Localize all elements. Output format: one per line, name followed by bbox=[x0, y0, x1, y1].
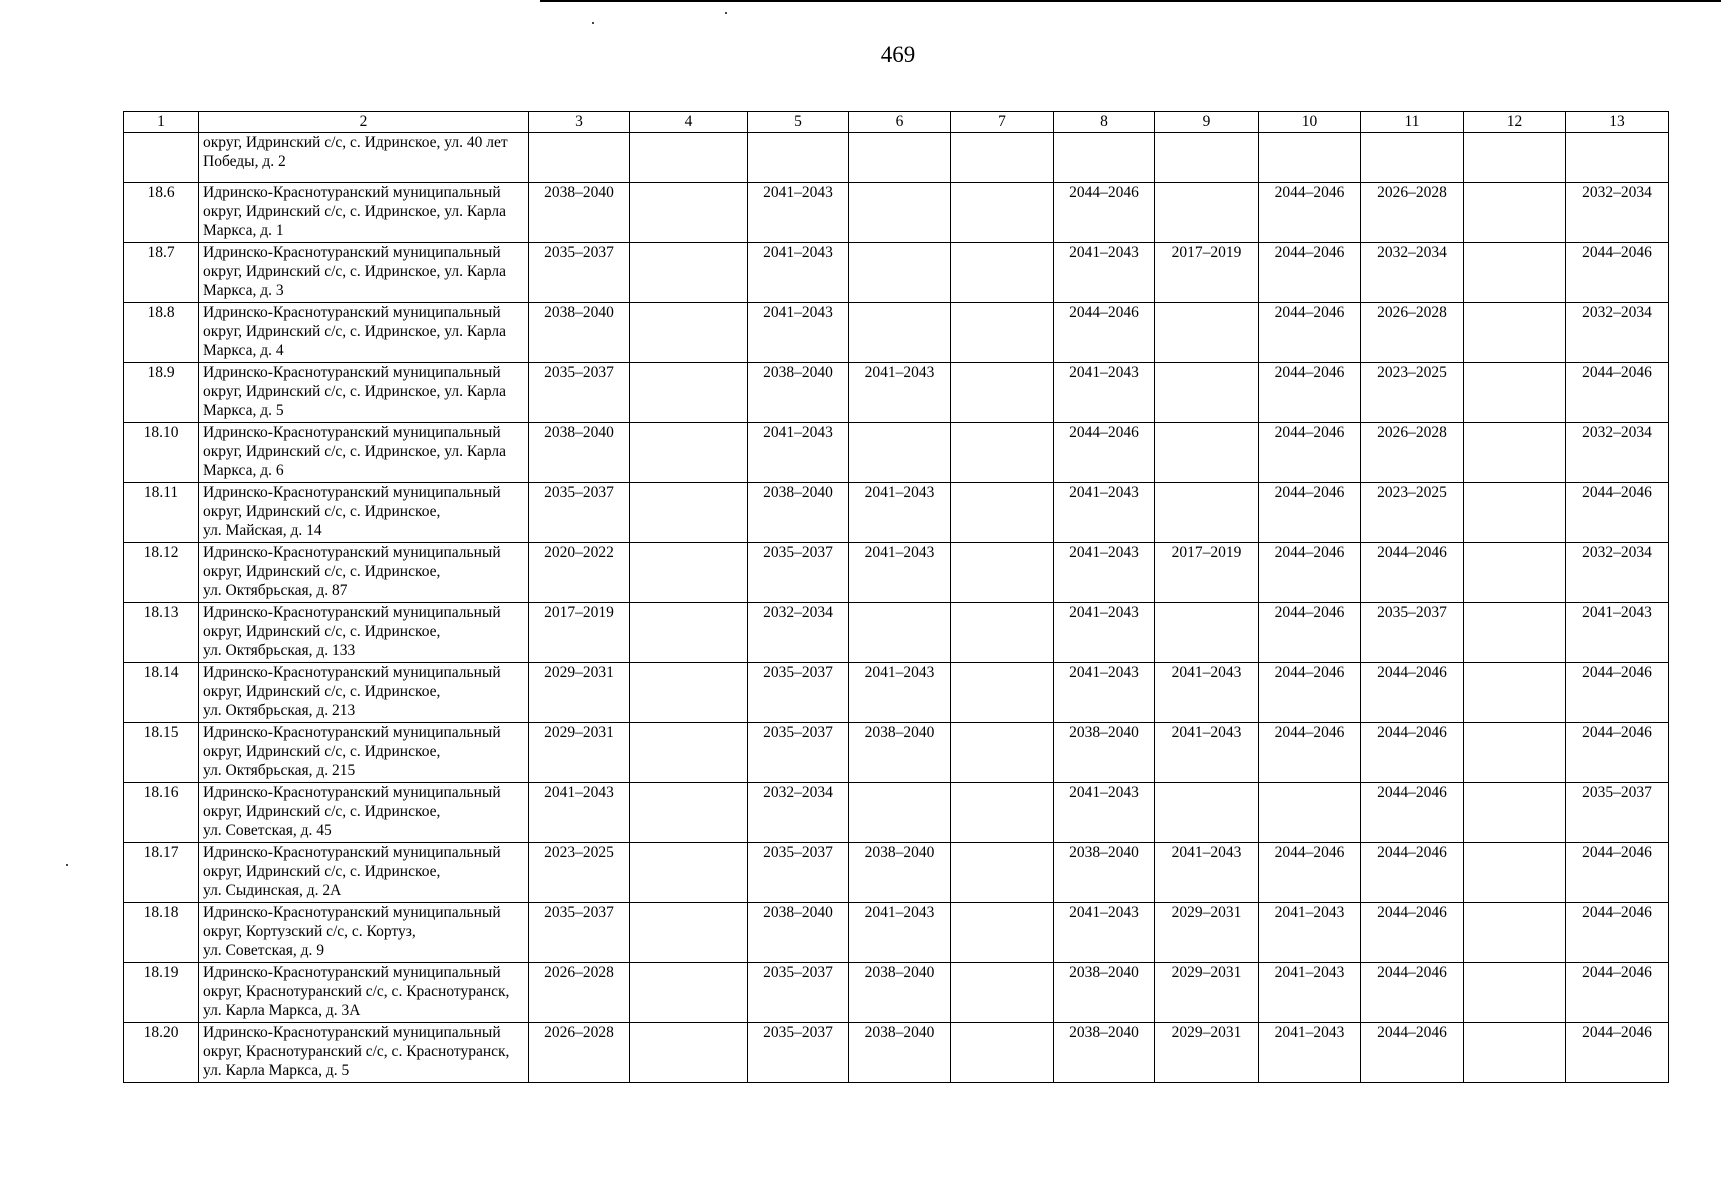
period-cell-col-6: 2041–2043 bbox=[849, 903, 951, 963]
column-header-5: 5 bbox=[748, 112, 849, 133]
address-line: округ, Идринский с/с, с. Идринское, bbox=[203, 503, 441, 520]
address-cell bbox=[199, 903, 529, 963]
period-cell-col-7 bbox=[951, 783, 1054, 843]
period-cell-col-11: 2044–2046 bbox=[1361, 903, 1464, 963]
period-cell-col-7 bbox=[951, 243, 1054, 303]
table-row bbox=[124, 903, 1669, 963]
address-cell bbox=[199, 663, 529, 723]
row-number-cell: 18.8 bbox=[124, 303, 199, 363]
period-cell-col-7 bbox=[951, 363, 1054, 423]
period-cell-col-5: 2041–2043 bbox=[748, 243, 849, 303]
column-header-6: 6 bbox=[849, 112, 951, 133]
address-line: округ, Кортузский с/с, с. Кортуз, bbox=[203, 923, 416, 940]
period-cell-col-8: 2038–2040 bbox=[1054, 843, 1155, 903]
period-cell-col-4 bbox=[630, 363, 748, 423]
address-line: Победы, д. 2 bbox=[203, 153, 286, 170]
period-cell-col-7 bbox=[951, 133, 1054, 183]
period-cell-col-7 bbox=[951, 663, 1054, 723]
period-cell-col-6: 2038–2040 bbox=[849, 1023, 951, 1083]
period-cell-col-6 bbox=[849, 243, 951, 303]
address-line: Идринско-Краснотуранский муниципальный bbox=[203, 244, 501, 261]
period-cell-col-8: 2041–2043 bbox=[1054, 363, 1155, 423]
address-line: округ, Краснотуранский с/с, с. Краснотуранск, bbox=[203, 983, 510, 1000]
address-line: округ, Идринский с/с, с. Идринское, bbox=[203, 863, 441, 880]
period-cell-col-9 bbox=[1155, 783, 1259, 843]
address-cell bbox=[199, 843, 529, 903]
period-cell-col-4 bbox=[630, 543, 748, 603]
address-line: ул. Октябрьская, д. 133 bbox=[203, 642, 356, 659]
period-cell-col-6 bbox=[849, 133, 951, 183]
column-header-12: 12 bbox=[1464, 112, 1566, 133]
period-cell-col-10: 2044–2046 bbox=[1259, 303, 1361, 363]
table-body bbox=[124, 133, 1669, 1083]
period-cell-col-11 bbox=[1361, 133, 1464, 183]
top-border-rule bbox=[540, 0, 1721, 2]
period-cell-col-5: 2035–2037 bbox=[748, 843, 849, 903]
period-cell-col-4 bbox=[630, 903, 748, 963]
schedule-table bbox=[123, 111, 1669, 1083]
period-cell-col-9 bbox=[1155, 303, 1259, 363]
period-cell-col-9: 2041–2043 bbox=[1155, 723, 1259, 783]
period-cell-col-11: 2044–2046 bbox=[1361, 843, 1464, 903]
period-cell-col-7 bbox=[951, 603, 1054, 663]
period-cell-col-9: 2017–2019 bbox=[1155, 243, 1259, 303]
period-cell-col-9 bbox=[1155, 183, 1259, 243]
address-line: ул. Октябрьская, д. 87 bbox=[203, 582, 348, 599]
address-cell bbox=[199, 423, 529, 483]
period-cell-col-8: 2041–2043 bbox=[1054, 483, 1155, 543]
address-cell bbox=[199, 363, 529, 423]
period-cell-col-10: 2044–2046 bbox=[1259, 723, 1361, 783]
period-cell-col-6: 2041–2043 bbox=[849, 483, 951, 543]
period-cell-col-6: 2038–2040 bbox=[849, 843, 951, 903]
period-cell-col-12 bbox=[1464, 843, 1566, 903]
address-line: ул. Советская, д. 9 bbox=[203, 942, 325, 959]
table-row bbox=[124, 783, 1669, 843]
period-cell-col-13: 2044–2046 bbox=[1566, 963, 1669, 1023]
period-cell-col-6 bbox=[849, 603, 951, 663]
period-cell-col-9 bbox=[1155, 363, 1259, 423]
period-cell-col-13: 2041–2043 bbox=[1566, 603, 1669, 663]
period-cell-col-4 bbox=[630, 423, 748, 483]
period-cell-col-11: 2044–2046 bbox=[1361, 663, 1464, 723]
period-cell-col-10: 2044–2046 bbox=[1259, 843, 1361, 903]
period-cell-col-7 bbox=[951, 903, 1054, 963]
address-cell bbox=[199, 483, 529, 543]
address-line: округ, Идринский с/с, с. Идринское, ул. Карла bbox=[203, 323, 507, 340]
period-cell-col-5: 2041–2043 bbox=[748, 183, 849, 243]
period-cell-col-10: 2044–2046 bbox=[1259, 483, 1361, 543]
table-row bbox=[124, 303, 1669, 363]
period-cell-col-5: 2035–2037 bbox=[748, 543, 849, 603]
period-cell-col-11: 2023–2025 bbox=[1361, 483, 1464, 543]
period-cell-col-12 bbox=[1464, 243, 1566, 303]
period-cell-col-8: 2038–2040 bbox=[1054, 963, 1155, 1023]
period-cell-col-8: 2041–2043 bbox=[1054, 783, 1155, 843]
row-number-cell: 18.12 bbox=[124, 543, 199, 603]
period-cell-col-6 bbox=[849, 183, 951, 243]
period-cell-col-5: 2038–2040 bbox=[748, 363, 849, 423]
period-cell-col-5: 2032–2034 bbox=[748, 603, 849, 663]
period-cell-col-6: 2041–2043 bbox=[849, 543, 951, 603]
address-cell bbox=[199, 243, 529, 303]
scan-speck bbox=[725, 12, 727, 14]
period-cell-col-4 bbox=[630, 723, 748, 783]
period-cell-col-9: 2017–2019 bbox=[1155, 543, 1259, 603]
period-cell-col-3: 2023–2025 bbox=[529, 843, 630, 903]
row-number-cell: 18.18 bbox=[124, 903, 199, 963]
address-line: Маркса, д. 4 bbox=[203, 342, 284, 359]
period-cell-col-11: 2026–2028 bbox=[1361, 303, 1464, 363]
address-line: округ, Идринский с/с, с. Идринское, bbox=[203, 623, 441, 640]
address-line: Идринско-Краснотуранский муниципальный bbox=[203, 184, 501, 201]
period-cell-col-12 bbox=[1464, 483, 1566, 543]
address-line: Идринско-Краснотуранский муниципальный bbox=[203, 784, 501, 801]
period-cell-col-13 bbox=[1566, 133, 1669, 183]
row-number-cell: 18.13 bbox=[124, 603, 199, 663]
period-cell-col-12 bbox=[1464, 183, 1566, 243]
period-cell-col-5: 2035–2037 bbox=[748, 1023, 849, 1083]
address-cell bbox=[199, 1023, 529, 1083]
address-line: ул. Сыдинская, д. 2А bbox=[203, 882, 342, 899]
period-cell-col-3: 2020–2022 bbox=[529, 543, 630, 603]
period-cell-col-10: 2044–2046 bbox=[1259, 603, 1361, 663]
period-cell-col-8: 2038–2040 bbox=[1054, 1023, 1155, 1083]
address-line: ул. Карла Маркса, д. 5 bbox=[203, 1062, 350, 1079]
period-cell-col-7 bbox=[951, 963, 1054, 1023]
period-cell-col-3: 2026–2028 bbox=[529, 1023, 630, 1083]
period-cell-col-10: 2041–2043 bbox=[1259, 1023, 1361, 1083]
period-cell-col-12 bbox=[1464, 783, 1566, 843]
period-cell-col-4 bbox=[630, 783, 748, 843]
period-cell-col-10: 2041–2043 bbox=[1259, 963, 1361, 1023]
period-cell-col-5: 2041–2043 bbox=[748, 303, 849, 363]
period-cell-col-3: 2026–2028 bbox=[529, 963, 630, 1023]
period-cell-col-11: 2044–2046 bbox=[1361, 723, 1464, 783]
period-cell-col-13: 2032–2034 bbox=[1566, 543, 1669, 603]
period-cell-col-12 bbox=[1464, 903, 1566, 963]
period-cell-col-12 bbox=[1464, 1023, 1566, 1083]
period-cell-col-9 bbox=[1155, 603, 1259, 663]
period-cell-col-3: 2029–2031 bbox=[529, 663, 630, 723]
period-cell-col-9: 2041–2043 bbox=[1155, 843, 1259, 903]
period-cell-col-9: 2029–2031 bbox=[1155, 903, 1259, 963]
period-cell-col-3: 2038–2040 bbox=[529, 303, 630, 363]
period-cell-col-12 bbox=[1464, 723, 1566, 783]
row-number-cell: 18.7 bbox=[124, 243, 199, 303]
column-number-row bbox=[124, 112, 1669, 133]
row-number-cell: 18.15 bbox=[124, 723, 199, 783]
address-line: Маркса, д. 1 bbox=[203, 222, 284, 239]
address-line: Идринско-Краснотуранский муниципальный bbox=[203, 484, 501, 501]
period-cell-col-10 bbox=[1259, 783, 1361, 843]
period-cell-col-4 bbox=[630, 483, 748, 543]
period-cell-col-3: 2017–2019 bbox=[529, 603, 630, 663]
period-cell-col-13: 2035–2037 bbox=[1566, 783, 1669, 843]
period-cell-col-11: 2026–2028 bbox=[1361, 183, 1464, 243]
address-cell bbox=[199, 783, 529, 843]
period-cell-col-5: 2035–2037 bbox=[748, 663, 849, 723]
address-cell bbox=[199, 133, 529, 183]
period-cell-col-3: 2041–2043 bbox=[529, 783, 630, 843]
address-line: Идринско-Краснотуранский муниципальный bbox=[203, 604, 501, 621]
period-cell-col-3: 2035–2037 bbox=[529, 903, 630, 963]
period-cell-col-3: 2038–2040 bbox=[529, 423, 630, 483]
period-cell-col-6: 2038–2040 bbox=[849, 963, 951, 1023]
period-cell-col-4 bbox=[630, 1023, 748, 1083]
address-cell bbox=[199, 603, 529, 663]
period-cell-col-9 bbox=[1155, 133, 1259, 183]
table-row bbox=[124, 1023, 1669, 1083]
column-header-1: 1 bbox=[124, 112, 199, 133]
address-line: Идринско-Краснотуранский муниципальный bbox=[203, 424, 501, 441]
period-cell-col-11: 2044–2046 bbox=[1361, 543, 1464, 603]
period-cell-col-3: 2035–2037 bbox=[529, 483, 630, 543]
period-cell-col-9: 2041–2043 bbox=[1155, 663, 1259, 723]
address-line: округ, Идринский с/с, с. Идринское, ул. 40 лет bbox=[203, 134, 508, 151]
column-header-2: 2 bbox=[199, 112, 529, 133]
column-header-4: 4 bbox=[630, 112, 748, 133]
row-number-cell: 18.17 bbox=[124, 843, 199, 903]
row-number-cell bbox=[124, 133, 199, 183]
column-header-10: 10 bbox=[1259, 112, 1361, 133]
address-line: ул. Майская, д. 14 bbox=[203, 522, 322, 539]
address-line: округ, Краснотуранский с/с, с. Краснотуранск, bbox=[203, 1043, 510, 1060]
row-number-cell: 18.6 bbox=[124, 183, 199, 243]
period-cell-col-12 bbox=[1464, 363, 1566, 423]
address-line: Идринско-Краснотуранский муниципальный bbox=[203, 844, 501, 861]
address-line: округ, Идринский с/с, с. Идринское, bbox=[203, 743, 441, 760]
column-header-7: 7 bbox=[951, 112, 1054, 133]
period-cell-col-3: 2038–2040 bbox=[529, 183, 630, 243]
period-cell-col-8: 2041–2043 bbox=[1054, 663, 1155, 723]
period-cell-col-10: 2044–2046 bbox=[1259, 663, 1361, 723]
period-cell-col-13: 2044–2046 bbox=[1566, 483, 1669, 543]
column-header-8: 8 bbox=[1054, 112, 1155, 133]
period-cell-col-9: 2029–2031 bbox=[1155, 963, 1259, 1023]
period-cell-col-5: 2035–2037 bbox=[748, 723, 849, 783]
period-cell-col-13: 2032–2034 bbox=[1566, 183, 1669, 243]
period-cell-col-11: 2044–2046 bbox=[1361, 1023, 1464, 1083]
period-cell-col-4 bbox=[630, 133, 748, 183]
address-line: ул. Октябрьская, д. 215 bbox=[203, 762, 356, 779]
address-line: Идринско-Краснотуранский муниципальный bbox=[203, 904, 501, 921]
table-row bbox=[124, 723, 1669, 783]
address-line: Идринско-Краснотуранский муниципальный bbox=[203, 664, 501, 681]
address-cell bbox=[199, 543, 529, 603]
address-cell bbox=[199, 303, 529, 363]
period-cell-col-4 bbox=[630, 303, 748, 363]
address-line: Маркса, д. 3 bbox=[203, 282, 284, 299]
period-cell-col-12 bbox=[1464, 603, 1566, 663]
period-cell-col-11: 2023–2025 bbox=[1361, 363, 1464, 423]
address-line: Идринско-Краснотуранский муниципальный bbox=[203, 724, 501, 741]
period-cell-col-8: 2041–2043 bbox=[1054, 603, 1155, 663]
period-cell-col-3 bbox=[529, 133, 630, 183]
period-cell-col-8: 2038–2040 bbox=[1054, 723, 1155, 783]
table-row bbox=[124, 243, 1669, 303]
table-row bbox=[124, 843, 1669, 903]
period-cell-col-4 bbox=[630, 663, 748, 723]
address-line: ул. Советская, д. 45 bbox=[203, 822, 332, 839]
period-cell-col-5: 2041–2043 bbox=[748, 423, 849, 483]
period-cell-col-4 bbox=[630, 183, 748, 243]
column-header-3: 3 bbox=[529, 112, 630, 133]
period-cell-col-8: 2044–2046 bbox=[1054, 423, 1155, 483]
period-cell-col-6: 2038–2040 bbox=[849, 723, 951, 783]
period-cell-col-10 bbox=[1259, 133, 1361, 183]
period-cell-col-4 bbox=[630, 963, 748, 1023]
period-cell-col-8: 2044–2046 bbox=[1054, 303, 1155, 363]
period-cell-col-6 bbox=[849, 423, 951, 483]
period-cell-col-7 bbox=[951, 183, 1054, 243]
period-cell-col-7 bbox=[951, 483, 1054, 543]
period-cell-col-10: 2044–2046 bbox=[1259, 243, 1361, 303]
period-cell-col-9: 2029–2031 bbox=[1155, 1023, 1259, 1083]
address-cell bbox=[199, 183, 529, 243]
column-header-11: 11 bbox=[1361, 112, 1464, 133]
period-cell-col-6 bbox=[849, 303, 951, 363]
table-row bbox=[124, 363, 1669, 423]
address-line: округ, Идринский с/с, с. Идринское, ул. Карла bbox=[203, 443, 507, 460]
period-cell-col-8: 2044–2046 bbox=[1054, 183, 1155, 243]
table-row bbox=[124, 963, 1669, 1023]
period-cell-col-4 bbox=[630, 243, 748, 303]
address-line: Идринско-Краснотуранский муниципальный bbox=[203, 304, 501, 321]
period-cell-col-6: 2041–2043 bbox=[849, 363, 951, 423]
period-cell-col-5: 2032–2034 bbox=[748, 783, 849, 843]
address-line: Идринско-Краснотуранский муниципальный bbox=[203, 364, 501, 381]
address-line: Идринско-Краснотуранский муниципальный bbox=[203, 1024, 501, 1041]
period-cell-col-6: 2041–2043 bbox=[849, 663, 951, 723]
period-cell-col-3: 2029–2031 bbox=[529, 723, 630, 783]
period-cell-col-11: 2032–2034 bbox=[1361, 243, 1464, 303]
address-cell bbox=[199, 723, 529, 783]
period-cell-col-11: 2035–2037 bbox=[1361, 603, 1464, 663]
row-number-cell: 18.9 bbox=[124, 363, 199, 423]
period-cell-col-9 bbox=[1155, 423, 1259, 483]
period-cell-col-3: 2035–2037 bbox=[529, 363, 630, 423]
address-cell bbox=[199, 963, 529, 1023]
period-cell-col-13: 2032–2034 bbox=[1566, 303, 1669, 363]
row-number-cell: 18.20 bbox=[124, 1023, 199, 1083]
period-cell-col-13: 2044–2046 bbox=[1566, 243, 1669, 303]
row-number-cell: 18.11 bbox=[124, 483, 199, 543]
period-cell-col-5: 2038–2040 bbox=[748, 903, 849, 963]
scan-speck bbox=[592, 22, 594, 24]
period-cell-col-12 bbox=[1464, 423, 1566, 483]
period-cell-col-11: 2026–2028 bbox=[1361, 423, 1464, 483]
address-line: округ, Идринский с/с, с. Идринское, ул. Карла bbox=[203, 383, 507, 400]
period-cell-col-8 bbox=[1054, 133, 1155, 183]
period-cell-col-7 bbox=[951, 303, 1054, 363]
address-line: ул. Октябрьская, д. 213 bbox=[203, 702, 356, 719]
period-cell-col-12 bbox=[1464, 303, 1566, 363]
period-cell-col-7 bbox=[951, 843, 1054, 903]
period-cell-col-7 bbox=[951, 1023, 1054, 1083]
row-number-cell: 18.10 bbox=[124, 423, 199, 483]
period-cell-col-6 bbox=[849, 783, 951, 843]
address-line: округ, Идринский с/с, с. Идринское, bbox=[203, 563, 441, 580]
period-cell-col-7 bbox=[951, 723, 1054, 783]
period-cell-col-11: 2044–2046 bbox=[1361, 783, 1464, 843]
address-line: ул. Карла Маркса, д. 3А bbox=[203, 1002, 361, 1019]
period-cell-col-9 bbox=[1155, 483, 1259, 543]
period-cell-col-10: 2044–2046 bbox=[1259, 423, 1361, 483]
address-line: округ, Идринский с/с, с. Идринское, ул. Карла bbox=[203, 263, 507, 280]
table-row bbox=[124, 133, 1669, 183]
period-cell-col-13: 2044–2046 bbox=[1566, 723, 1669, 783]
scan-speck bbox=[66, 864, 68, 866]
period-cell-col-4 bbox=[630, 603, 748, 663]
table-row bbox=[124, 183, 1669, 243]
period-cell-col-10: 2044–2046 bbox=[1259, 183, 1361, 243]
period-cell-col-13: 2044–2046 bbox=[1566, 1023, 1669, 1083]
period-cell-col-5: 2035–2037 bbox=[748, 963, 849, 1023]
period-cell-col-10: 2044–2046 bbox=[1259, 363, 1361, 423]
address-line: Идринско-Краснотуранский муниципальный bbox=[203, 544, 501, 561]
period-cell-col-8: 2041–2043 bbox=[1054, 543, 1155, 603]
period-cell-col-10: 2041–2043 bbox=[1259, 903, 1361, 963]
address-line: округ, Идринский с/с, с. Идринское, bbox=[203, 683, 441, 700]
period-cell-col-5 bbox=[748, 133, 849, 183]
period-cell-col-12 bbox=[1464, 963, 1566, 1023]
table-row bbox=[124, 483, 1669, 543]
address-line: округ, Идринский с/с, с. Идринское, bbox=[203, 803, 441, 820]
period-cell-col-13: 2044–2046 bbox=[1566, 663, 1669, 723]
period-cell-col-12 bbox=[1464, 133, 1566, 183]
period-cell-col-4 bbox=[630, 843, 748, 903]
row-number-cell: 18.19 bbox=[124, 963, 199, 1023]
column-header-13: 13 bbox=[1566, 112, 1669, 133]
address-line: Идринско-Краснотуранский муниципальный bbox=[203, 964, 501, 981]
period-cell-col-8: 2041–2043 bbox=[1054, 243, 1155, 303]
row-number-cell: 18.14 bbox=[124, 663, 199, 723]
period-cell-col-11: 2044–2046 bbox=[1361, 963, 1464, 1023]
period-cell-col-10: 2044–2046 bbox=[1259, 543, 1361, 603]
table-row bbox=[124, 423, 1669, 483]
period-cell-col-13: 2044–2046 bbox=[1566, 843, 1669, 903]
table-row bbox=[124, 603, 1669, 663]
period-cell-col-13: 2044–2046 bbox=[1566, 903, 1669, 963]
period-cell-col-3: 2035–2037 bbox=[529, 243, 630, 303]
column-header-9: 9 bbox=[1155, 112, 1259, 133]
period-cell-col-12 bbox=[1464, 543, 1566, 603]
page-number: 469 bbox=[880, 42, 916, 67]
period-cell-col-7 bbox=[951, 543, 1054, 603]
period-cell-col-13: 2044–2046 bbox=[1566, 363, 1669, 423]
address-line: округ, Идринский с/с, с. Идринское, ул. Карла bbox=[203, 203, 507, 220]
period-cell-col-8: 2041–2043 bbox=[1054, 903, 1155, 963]
period-cell-col-5: 2038–2040 bbox=[748, 483, 849, 543]
address-line: Маркса, д. 6 bbox=[203, 462, 284, 479]
period-cell-col-7 bbox=[951, 423, 1054, 483]
address-line: Маркса, д. 5 bbox=[203, 402, 284, 419]
period-cell-col-13: 2032–2034 bbox=[1566, 423, 1669, 483]
table-row bbox=[124, 543, 1669, 603]
table-row bbox=[124, 663, 1669, 723]
row-number-cell: 18.16 bbox=[124, 783, 199, 843]
period-cell-col-12 bbox=[1464, 663, 1566, 723]
